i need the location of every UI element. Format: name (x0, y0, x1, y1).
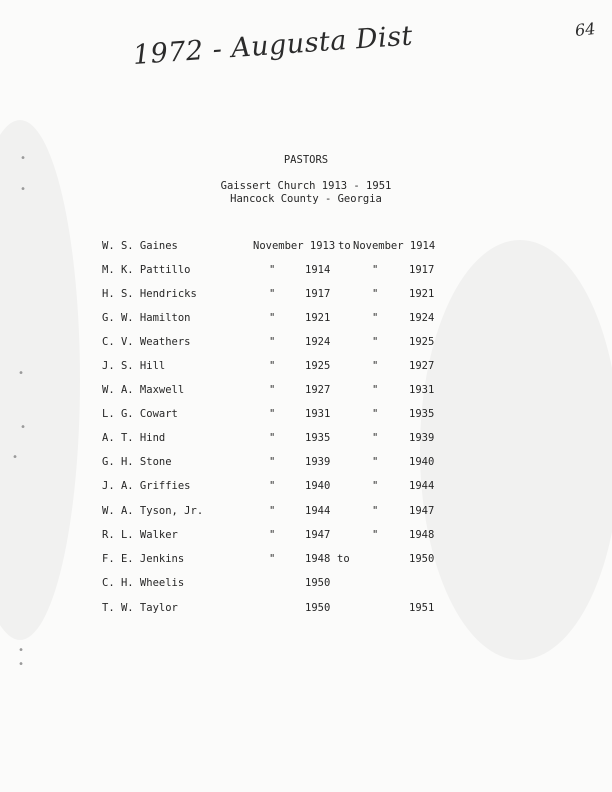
end-year: 1935 (409, 408, 435, 420)
pastor-row (0, 240, 612, 256)
ditto-mark: " (372, 529, 379, 541)
handwritten-page-number: 64 (574, 18, 597, 41)
handwritten-title: 1972 - Augusta Dist (131, 20, 414, 71)
pastor-name: G. H. Stone (102, 456, 172, 468)
pastor-name: J. S. Hill (102, 360, 166, 372)
ditto-mark: " (372, 336, 379, 348)
start-year: 1931 (305, 408, 331, 420)
ditto-mark: " (269, 505, 276, 517)
start-year: 1917 (305, 288, 331, 300)
start-year: 1939 (305, 456, 331, 468)
pastor-name: T. W. Taylor (102, 602, 178, 614)
end-year: 1927 (409, 360, 435, 372)
pastor-row (0, 408, 612, 424)
end-year: 1950 (409, 553, 435, 565)
pastor-row (0, 480, 612, 496)
ditto-mark: " (372, 456, 379, 468)
start-year: 1921 (305, 312, 331, 324)
end-year: 1939 (409, 432, 435, 444)
ditto-mark: " (269, 408, 276, 420)
start-year: 1935 (305, 432, 331, 444)
ditto-mark: " (269, 384, 276, 396)
start-date: November 1913 (253, 240, 336, 252)
end-year: 1951 (409, 602, 435, 614)
scan-speck: • (20, 153, 27, 164)
start-year: 1940 (305, 480, 331, 492)
scan-speck: • (20, 184, 27, 195)
ditto-mark: " (269, 480, 276, 492)
pastor-row (0, 384, 612, 400)
start-year: 1947 (305, 529, 331, 541)
ditto-mark: " (372, 480, 379, 492)
start-year: 1944 (305, 505, 331, 517)
ditto-mark: " (372, 288, 379, 300)
pastor-row (0, 577, 612, 593)
range-separator: to (337, 553, 350, 565)
pastor-row (0, 288, 612, 304)
end-year: 1925 (409, 336, 435, 348)
pastor-name: W. A. Maxwell (102, 384, 185, 396)
ditto-mark: " (372, 505, 379, 517)
pastor-row (0, 529, 612, 545)
ditto-mark: " (372, 384, 379, 396)
ditto-mark: " (269, 312, 276, 324)
end-year: 1931 (409, 384, 435, 396)
pastor-row (0, 553, 612, 569)
ditto-mark: " (372, 432, 379, 444)
end-year: 1940 (409, 456, 435, 468)
start-year: 1950 (305, 577, 331, 589)
scan-speck: • (18, 659, 25, 670)
ditto-mark: " (269, 360, 276, 372)
scan-speck: • (12, 452, 19, 463)
ditto-mark: " (269, 336, 276, 348)
pastor-row (0, 456, 612, 472)
pastor-row (0, 432, 612, 448)
ditto-mark: " (269, 456, 276, 468)
pastor-name: H. S. Hendricks (102, 288, 197, 300)
end-year: 1924 (409, 312, 435, 324)
end-year: 1944 (409, 480, 435, 492)
pastor-name: C. V. Weathers (102, 336, 191, 348)
start-year: 1914 (305, 264, 331, 276)
ditto-mark: " (372, 360, 379, 372)
pastor-name: J. A. Griffies (102, 480, 191, 492)
ditto-mark: " (269, 553, 276, 565)
start-year: 1927 (305, 384, 331, 396)
pastor-name: A. T. Hind (102, 432, 166, 444)
ditto-mark: " (372, 408, 379, 420)
pastor-name: C. H. Wheelis (102, 577, 185, 589)
ditto-mark: " (269, 529, 276, 541)
pastor-name: W. S. Gaines (102, 240, 178, 252)
pastor-name: G. W. Hamilton (102, 312, 191, 324)
page-title: PASTORS (283, 154, 329, 166)
end-year: 1921 (409, 288, 435, 300)
pastor-name: M. K. Pattillo (102, 264, 191, 276)
scan-speck: • (18, 368, 25, 379)
start-year: 1925 (305, 360, 331, 372)
pastor-row (0, 505, 612, 521)
pastor-name: R. L. Walker (102, 529, 178, 541)
county-line: Hancock County - Georgia (230, 193, 382, 205)
pastor-row (0, 336, 612, 352)
end-year: 1917 (409, 264, 435, 276)
ditto-mark: " (269, 432, 276, 444)
ditto-mark: " (372, 312, 379, 324)
end-year: 1948 (409, 529, 435, 541)
scan-speck: • (18, 645, 25, 656)
pastor-row (0, 264, 612, 280)
end-year: 1947 (409, 505, 435, 517)
pastor-name: F. E. Jenkins (102, 553, 185, 565)
ditto-mark: " (269, 288, 276, 300)
pastor-name: W. A. Tyson, Jr. (102, 505, 204, 517)
pastor-row (0, 360, 612, 376)
ditto-mark: " (372, 264, 379, 276)
scan-speck: • (20, 422, 27, 433)
church-line: Gaissert Church 1913 - 1951 (220, 180, 392, 192)
range-separator: to (338, 240, 351, 252)
ditto-mark: " (269, 264, 276, 276)
end-date: November 1914 (353, 240, 436, 252)
start-year: 1948 (305, 553, 331, 565)
pastor-row (0, 602, 612, 618)
start-year: 1950 (305, 602, 331, 614)
pastor-name: L. G. Cowart (102, 408, 178, 420)
pastor-row (0, 312, 612, 328)
start-year: 1924 (305, 336, 331, 348)
